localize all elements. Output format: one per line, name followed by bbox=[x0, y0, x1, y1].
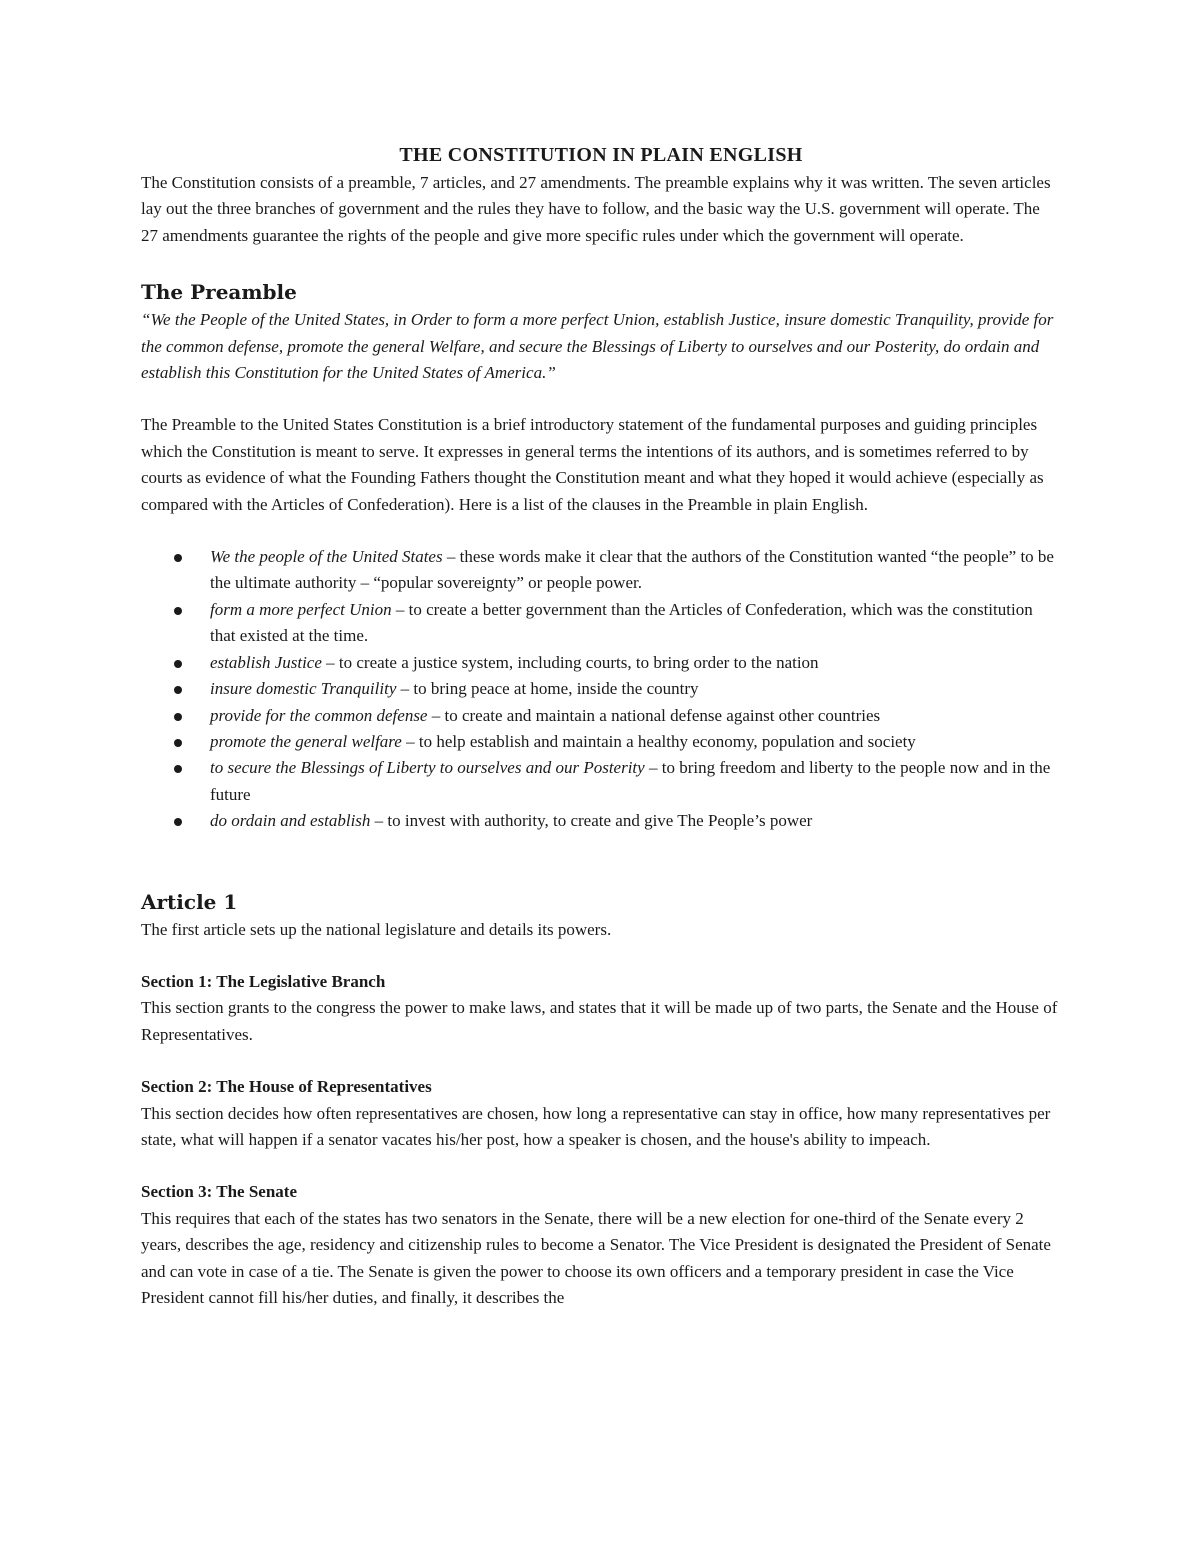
list-item bbox=[141, 755, 1061, 808]
clause-term: provide for the common defense bbox=[210, 705, 428, 725]
list-item bbox=[141, 703, 1061, 729]
preamble-heading: The Preamble bbox=[141, 280, 297, 305]
bullet-icon bbox=[174, 660, 182, 668]
clause-text: – to bring freedom and liberty to the people now and in the future bbox=[210, 758, 1051, 804]
bullet-icon bbox=[174, 554, 182, 562]
clause-term: do ordain and establish bbox=[210, 811, 371, 831]
list-item bbox=[141, 729, 1061, 755]
clause-text: – to help establish and maintain a healthy economy, population and society bbox=[401, 731, 916, 751]
list-item bbox=[141, 676, 1061, 702]
document-title: THE CONSTITUTION IN PLAIN ENGLISH bbox=[399, 144, 803, 166]
section-1-title: Section 1: The Legislative Branch bbox=[141, 971, 386, 991]
clause-term: We the people of the United States bbox=[210, 547, 443, 567]
section-3-text: This requires that each of the states has two senators in the Senate, there will be a new election for one-third of the Senate every 2 years, describes the age, residency and citizenship rules to become a Senator. The Vice President is designated the President of Senate and can vote in case of a tie. The Senate is given the power to choose its own officers and a temporary president in case the Vice President cannot fill his/her duties, and finally, it describes the bbox=[141, 1208, 1051, 1307]
clause-text: – to create a better government than the Articles of Confederation, which was the constitution that existed at the time. bbox=[210, 599, 1033, 646]
section-2-text: This section decides how often representatives are chosen, how long a representative can stay in office, how many representatives per state, what will happen if a senator vacates his/her post, how a speaker is chosen, and the house's ability to impeach. bbox=[141, 1103, 1051, 1149]
section-3-title: Section 3: The Senate bbox=[141, 1182, 297, 1202]
clause-text: – to bring peace at home, inside the country bbox=[396, 679, 699, 699]
list-item bbox=[141, 650, 1061, 676]
article-1-heading: Article 1 bbox=[141, 889, 238, 914]
clause-term: promote the general welfare bbox=[210, 731, 402, 751]
list-item bbox=[141, 808, 1061, 834]
intro-paragraph: The Constitution consists of a preamble, 7 articles, and 27 amendments. The preamble explains why it was written. The seven articles lay out the three branches of government and the rules they have to follow, and the basic way the U.S. government will operate. The 27 amendments guarantee the rights of the people and give more specific rules under which the government will operate. bbox=[141, 173, 1051, 245]
preamble-quote: “We the People of the United States, in Order to form a more perfect Union, establish Justice, insure domestic Tranquility, provide for the common defense, promote the general Welfare, and secure the Blessings of Liberty to ourselves and our Posterity, do ordain and establish this Constitution for the United States of America.” bbox=[141, 310, 1054, 383]
list-item bbox=[141, 544, 1061, 597]
list-item bbox=[141, 597, 1061, 650]
clause-text: – to create and maintain a national defense against other countries bbox=[427, 705, 881, 725]
bullet-icon bbox=[174, 739, 182, 747]
bullet-icon bbox=[174, 686, 182, 694]
section-1-text: This section grants to the congress the power to make laws, and states that it will be made up of two parts, the Senate and the House of Representatives. bbox=[141, 998, 1058, 1044]
preamble-clause-list bbox=[141, 544, 1061, 834]
clause-text: – to invest with authority, to create and give The People’s power bbox=[370, 811, 813, 831]
clause-term: insure domestic Tranquility bbox=[210, 679, 397, 699]
clause-term: establish Justice bbox=[210, 652, 322, 672]
clause-text: – to create a justice system, including courts, to bring order to the nation bbox=[321, 652, 819, 672]
bullet-icon bbox=[174, 765, 182, 773]
bullet-icon bbox=[174, 607, 182, 615]
clause-text: – these words make it clear that the authors of the Constitution wanted “the people” to be the ultimate authority – “popular sovereignty” or people power. bbox=[210, 547, 1054, 593]
preamble-explanation: The Preamble to the United States Constitution is a brief introductory statement of the fundamental purposes and guiding principles which the Constitution is meant to serve. It expresses in general terms the intentions of its authors, and is sometimes referred to by courts as evidence of what the Founding Fathers thought the Constitution meant and what they hoped it would achieve (especially as compared with the Articles of Confederation). Here is a list of the clauses in the Preamble in plain English. bbox=[141, 415, 1044, 514]
document-content bbox=[141, 140, 1061, 1311]
section-2-title: Section 2: The House of Representatives bbox=[141, 1077, 432, 1097]
bullet-icon bbox=[174, 713, 182, 721]
bullet-icon bbox=[174, 818, 182, 826]
clause-term: form a more perfect Union bbox=[210, 599, 392, 619]
article-1-intro: The first article sets up the national legislature and details its powers. bbox=[141, 919, 612, 939]
clause-term: to secure the Blessings of Liberty to ourselves and our Posterity bbox=[210, 758, 645, 778]
